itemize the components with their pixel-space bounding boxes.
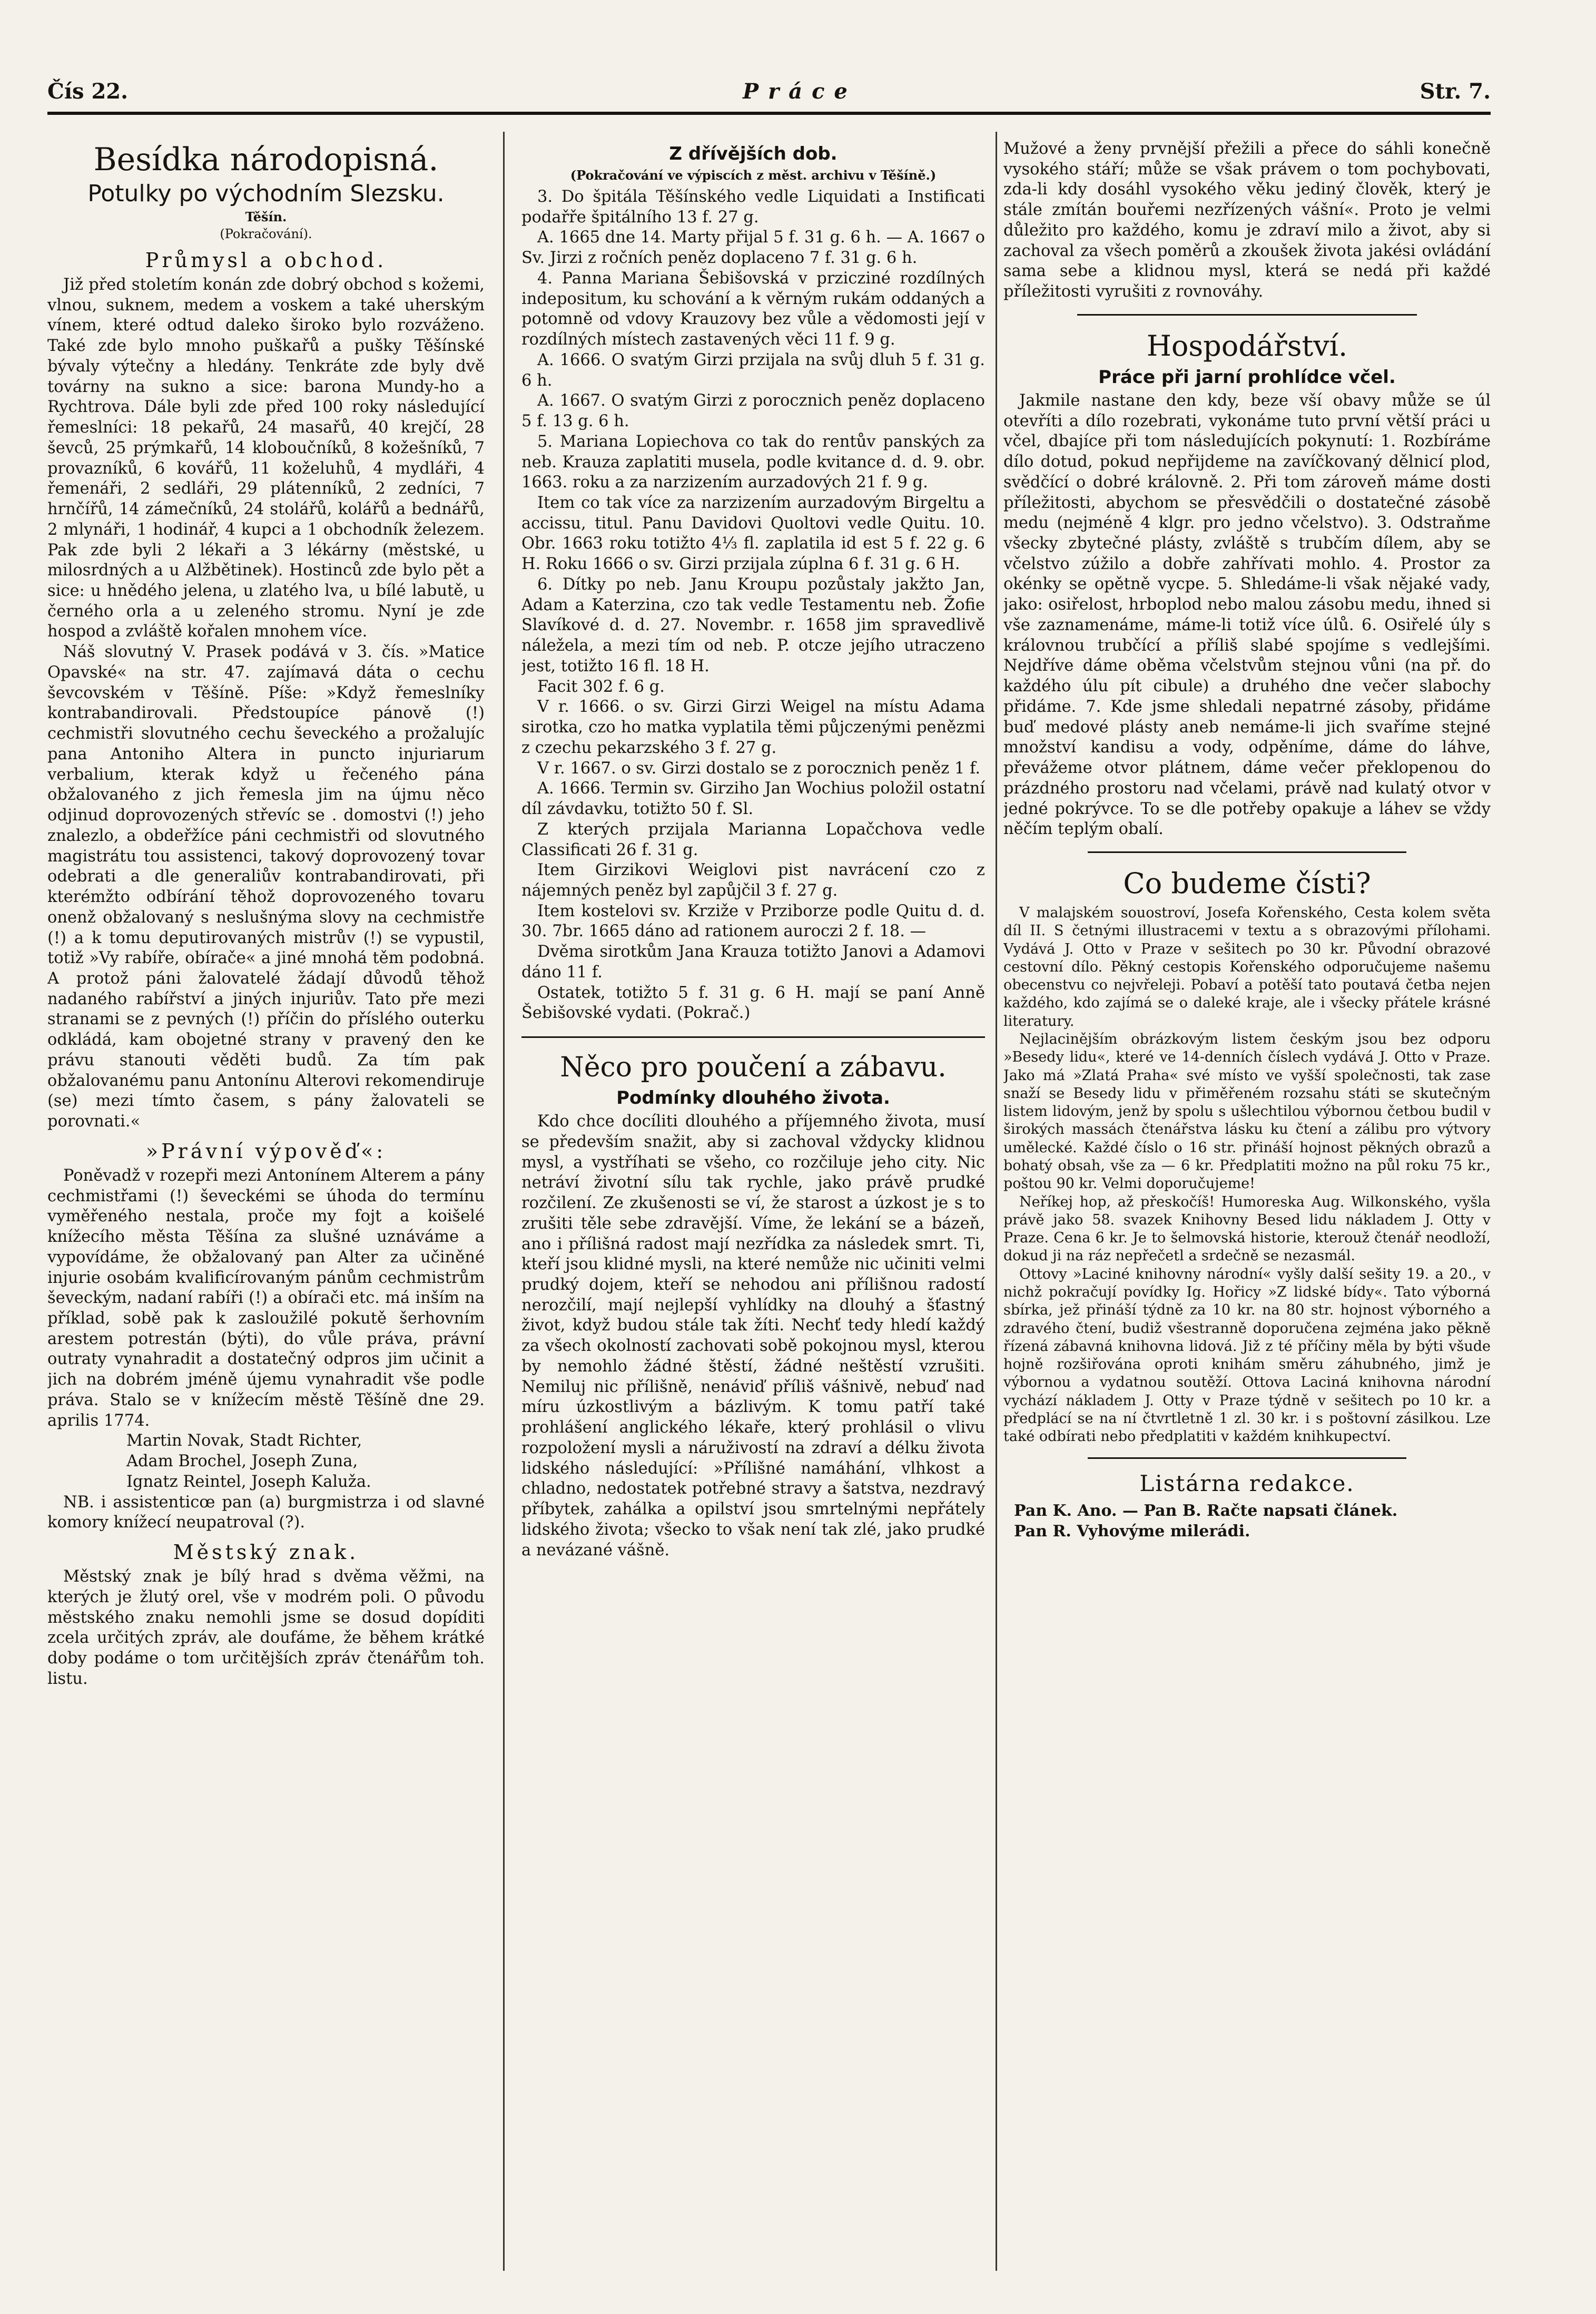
- location-label: Těšín.: [245, 209, 287, 224]
- column-left: [47, 132, 485, 2271]
- book-notices: [1003, 904, 1491, 1446]
- reply-line: Pan K. Ano. — Pan B. Račte napsati článek.: [1014, 1502, 1398, 1521]
- paragraph: A. 1667. O svatým Girzi z porocznich peněz doplaceno 5 f. 13 g. 6 h.: [521, 391, 985, 431]
- paragraph: Item Girzikovi Weiglovi pist navrácení czo z nájemných peněz byl zapůjčil 3 f. 27 g.: [521, 861, 985, 900]
- paragraph: Item kostelovi sv. Krziže v Prziborze podle Quitu d. d. 30. 7br. 1665 dáno ad rationem auroczi 2 f. 18. —: [521, 901, 985, 941]
- continued-note: (Pokračování).: [220, 227, 312, 241]
- article-title: Hospodářství.: [1146, 329, 1348, 362]
- paragraph: V r. 1667. o sv. Girzi dostalo se z porocznich peněz 1 f.: [537, 759, 981, 778]
- header-rule: [47, 112, 1491, 115]
- paragraph: 5. Mariana Lopiechova co tak do rentův panských za neb. Krauza zaplatiti musela, podle kvitance d. d. 9. obr. 1663. roku a za narzizením aurzadových 21 f. 9 g.: [521, 432, 985, 492]
- section-heading: Průmysl a obchod.: [145, 249, 387, 272]
- signer-line: Martin Novak, Stadt Richter,: [126, 1431, 362, 1450]
- paragraph: Kdo chce docíliti dlouhého a příjemného života, musí se především snažit, aby si zachoval vždycky klidnou mysl, a vystříhati se všeho, co rozčiluje jeho city. Nic netráví životní sílu tak rychle, jako právě prudké rozčilení. Ze zkušenosti se ví, že starost a úzkost je s to zrušiti těle sebe zdravější. Víme, že lekání se a bázeň, ano i přílišná radost mají nezřídka za následek smrt. Ti, kteří jsou klidné mysli, na které nemůže nic učiniti velmi prudký dojem, kteří se nehodou ani přílišnou radostí nerozčilí, mají nejlepší vyhlídky na dlouhý a šťastný život, když budou stále tak žíti. Nechť tedy hledí každý za všech okolností zachovati sobě pokojnou mysl, kterou by nemohlo žádné štěstí, žádné neštěstí vzrušiti. Nemiluj nic přílišně, nenáviď příliš vášnivě, nebuď nad míru úzkostlivým a bázlivým. K tomu patří také prohlášení anglického lékaře, který prohlásil o vlivu rozpoložení mysli a náruživostí na zdraví a délku života lidského následující: »Přílišné namáhání, vlhkost a chladno, nedostatek potřebné stravy a šatstva, nezdravý příbytek, zahálka a opilství jsou smrtelnými nepřátely lidského života; všecko to však není tak zlé, jako prudké a nevázané vášně.: [521, 1112, 985, 1560]
- section-heading: »Právní výpověď«:: [145, 1139, 387, 1163]
- paragraph: Z kterých przijala Marianna Lopačchova vedle Classificati 26 f. 31 g.: [521, 820, 985, 859]
- paragraph: A. 1666. Termin sv. Girziho Jan Wochius položil ostatní díl závdavku, totižto 50 f. Sl.: [521, 779, 985, 819]
- book-notice: V malajském souostroví, Josefa Kořenského, Cesta kolem světa díl II. S četnými illustracemi v textu a s obrazovými přílohami. Vydává J. Otto v Praze v sešitech po 30 kr. Původní obrazové cestovní dílo. Pěkný cestopis Kořenského odporučujeme našemu obecenstvu co nejvřeleji. Pobaví a potěší tato poutavá četba nejen každého, kdo zajímá se o daleké kraje, ale i všecky přátele krásné literatury.: [1003, 905, 1491, 1029]
- reply-line: Pan R. Vyhovýme milerádi.: [1014, 1522, 1250, 1541]
- section-divider: [1077, 314, 1417, 316]
- paragraph: Poněvadž v rozepři mezi Antonínem Alterem a pány cechmistřami (!) ševeckémi se úhoda do termínu vyměřeného nestala, proče my fojt a koišelé knížecího města Těšína za slušné uznáváme a vypovídáme, že obžalovaný pan Alter za učiněné injurie osobám kvalificírovaným pánům cechmistrům ševeckým, nadaní rabíři (!) a obírači etc. má inším na příklad, sobě pak k zasloužilé pokutě šerhovním arestem potrestán (býti), do vůle práva, právní outraty vynahradit a dostatečný odpros jim učinit a jich na dobrém jméně újemu vynahradit vše podle práva. Stalo se v knížecím městě Těšíně dne 29. aprilis 1774.: [47, 1166, 485, 1430]
- book-notice: Neříkej hop, až přeskočíš! Humoreska Aug. Wilkonského, vyšla právě jako 58. svazek Knihovny Besed lidu nákladem J. Otty v Praze. Cena 6 kr. Je to šelmovská historie, kterouž čtenář neodloží, dokud ji na ráz nepřečetl a srdečně se nezasmál.: [1003, 1193, 1491, 1264]
- paragraph: Dvěma sirotkům Jana Krauza totižto Janovi a Adamovi dáno 11 f.: [521, 943, 985, 982]
- article-title: Něco pro poučení a zábavu.: [560, 1052, 947, 1084]
- article-subtitle: Podmínky dlouhého života.: [616, 1087, 890, 1109]
- section-heading: Městský znak.: [173, 1541, 359, 1564]
- signer-line: Ignatz Reintel, Joseph Kaluža.: [126, 1472, 371, 1491]
- article-title: Z dřívějších dob.: [669, 143, 838, 164]
- paragraph: Městský znak je bílý hrad s dvěma věžmi, na kterých je žlutý orel, vše v modrém poli. O původu městského znaku nemohli jsme se dosud dopíditi zcela určitých zpráv, ale doufáme, že během krátké doby podáme o tom určitějších zpráv čtenářům toh. listu.: [47, 1567, 485, 1688]
- page-header: [47, 79, 1491, 111]
- continued-note: (Pokračování ve výpiscích z měst. archivu v Těšíně.): [570, 168, 937, 183]
- paragraph: Již před stoletím konán zde dobrý obchod s kožemi, vlnou, suknem, medem a voskem a také uherským vínem, které odtud daleko široko bylo rozváženo. Také zde bylo mnoho puškařů a pušky Těšínské bývaly výtečny a hledány. Tenkráte zde byly dvě továrny na sukno a sice: barona Mundy-ho a Rychtrova. Dále byli zde před 100 roky následující řemeslníci: 18 pekařů, 24 masařů, 40 krejčí, 28 ševců, 25 prýmkařů, 14 kloboučníků, 8 kožešníků, 7 provazníků, 6 kovářů, 11 koželuhů, 4 mydláři, 4 řemenáři, 2 sedláři, 29 plátenníků, 2 zedníci, 7 hrnčířů, 14 zámečníků, 24 stolářů, kolářů a bednářů, 2 mlynáři, 1 hodinář, 4 kupci a 1 obchodník železem. Pak zde byli 2 lékaři a 3 lékárny (městské, u milosrdných a u Alžbětinek). Hostinců zde bylo pět a sice: u hnědého jelena, u zlatého lva, u bílé labutě, u černého orla a u zeleného stromu. Nyní je zde hospod a zvláště kořalen mnohem více.: [47, 276, 485, 641]
- book-notice: Ottovy »Laciné knihovny národní« vyšly další sešity 19. a 20., v nichž pokračují povídky Ig. Hořicy »Z lidské bídy«. Tato výborná sbírka, jež přináší týdně za 10 kr. na 80 str. hojnost výborného a zdravého čtení, budiž všestranně doporučena zejména jako pěkně řízená zábavná knihovna lidová. Již z té příčiny měla by býti všude hojně rozšiřována oproti knihám směru záhubného, jimž je výbornou a vydatnou soutěží. Ottova Laciná knihovna národní vychází nákladem J. Otty v Praze týdně v sešitech po 10 kr. a předplácí se na ní čtvrtletně 1 zl. 30 kr. i s poštovní zásilkou. Lze také odbírati nebo předplatiti v každém knihkupectví.: [1003, 1266, 1491, 1445]
- paragraph: Mužové a ženy prvnější přežili a přece do sáhli konečně vysokého stáří; může se však právem o tom pochybovati, zda-li kdy dosáhl vysokého věku jediný člověk, který je stále zmítán bouřemi nezřízených vášní«. Proto je velmi důležito pro každého, komu je zdraví milo a život, aby si zachoval za všech poměrů a zkoušek života jakési ovládání sama sebe a klidnou mysl, která se nedá při každé příležitosti vyrušiti z rovnováhy.: [1003, 140, 1491, 301]
- section-divider: [521, 1036, 985, 1038]
- paragraph: Ostatek, totižto 5 f. 31 g. 6 H. mají se paní Anně Šebišovské vydati. (Pokrač.): [521, 983, 985, 1023]
- issue-number: Čís 22.: [47, 79, 129, 104]
- paragraph: 6. Dítky po neb. Janu Kroupu pozůstaly jakžto Jan, Adam a Katerzina, czo tak vedle Testamentu neb. Žofie Slavíkové d. d. 27. Novembr. r. 1658 jim spravedlivě náležela, a mezi tím od neb. P. otcze jejího utraczeno jest, totižto 16 fl. 18 H.: [521, 575, 985, 675]
- paragraph: 4. Panna Mariana Šebišovská v przicziné rozdílných indepositum, ku schování a k věrným rukám oddaných a potomně od vdovy Krauzovy bez vůle a vědomosti její v rozdílných místech zastavených věci 11 f. 9 g.: [521, 269, 985, 349]
- paragraph: V r. 1666. o sv. Girzi Girzi Weigel na místu Adama sirotka, czo ho matka vyplatila těmi půjczenými penězmi z czechu pekarzského 3 f. 27 g.: [521, 698, 985, 757]
- paragraph: Jakmile nastane den kdy, beze vší obavy může se úl otevříti a dílo rozebrati, vykonáme tuto první větší práci u včel, dbajíce při tom následujících pokynutí: 1. Rozbíráme dílo dotud, pokud nepřijdeme na zavíčkovaný dělnicí plod, svědčící o dobré královně. 2. Při tom zároveň máme dosti příležitosti, abychom se přesvědčili o dostatečné zásobě medu (nejméně 4 klgr. pro jedno včelstvo). 3. Odstraňme všecky zbytečné plásty, zvláště s trubčím dílem, aby se včelstvo zúžilo a dobře zahřívati mohlo. 4. Prostor za okénky se opětně vycpe. 5. Shledáme-li však nějaké vady, jako: osiřelost, hrboplod nebo malou zásobu medu, ihned si vše zaznamenáme, máme-li totiž více úlů. 6. Osiřelé úly s královnou trubčící a příliš slabé spojíme s vedlejšími. Nejdříve dáme oběma včelstvům stejnou vůni (na př. do každého úlu pít cibule) a druhého dne večer slabochy přidáme. 7. Kde jsme shledali nepatrné zásoby, přidáme buď medové plásty aneb nemáme-li jich svaříme stejné množství kandisu a vody, odpěníme, dáme do láhve, převážeme otvor plátnem, dáme večer překlopenou do prázdného prostoru nad včelami, právě nad kulatý otvor v jedné pokrývce. To se dle potřeby opakuje a láhev se vždy něčím teplým obalí.: [1003, 391, 1491, 839]
- page-number: Str. 7.: [1420, 79, 1491, 104]
- column-divider: [996, 132, 997, 2271]
- section-divider: [1088, 851, 1406, 853]
- paragraph: Facit 302 f. 6 g.: [537, 677, 665, 696]
- column-right: [1003, 132, 1491, 2271]
- paragraph: A. 1666. O svatým Girzi przijala na svůj dluh 5 f. 31 g. 6 h.: [521, 350, 985, 390]
- article-subtitle: Práce při jarní prohlídce včel.: [1098, 366, 1396, 388]
- signer-line: Adam Brochel, Joseph Zuna,: [126, 1452, 358, 1471]
- column-divider: [503, 132, 505, 2271]
- paragraph: NB. i assistenticœ pan (a) burgmistrza i od slavné komory knížecí neupatroval (?).: [47, 1493, 485, 1532]
- section-heading: Listárna redakce.: [1139, 1470, 1355, 1497]
- article-subtitle: Potulky po východním Slezsku.: [87, 180, 445, 207]
- paragraph: 3. Do špitála Těšínského vedle Liquidati a Instificati podařře špitálního 13 f. 27 g.: [521, 188, 985, 227]
- paragraph: Item co tak více za narzizením aurzadovým Birgeltu a accissu, titul. Panu Davidovi Quoltovi vedle Quitu. 10. Obr. 1663 roku totižto 4⅓ fl. zaplatila id est 5 f. 22 g. 6 H. Roku 1666 o sv. Girzi przijala zúplna 6 f. 31 g. 6 H.: [521, 494, 985, 574]
- book-notice: Nejlacinějším obrázkovým listem českým jsou bez odporu »Besedy lidu«, které ve 14-denních číslech vydává J. Otto v Praze. Jako má »Zlatá Praha« své místo ve vyšší společnosti, tak zase snaží se Besedy lidu v přiměřeném rozsahu státi se skutečným listem lidovým, jenž by spolu s ušlechtilou výbornou četbou budil v širokých massách čtenářstva lásku ku čtení a zálibu pro výtvory umělecké. Každé číslo o 16 str. přináší hojnost pěkných obrazů a bohatý obsah, vše za — 6 kr. Předplatiti možno na půl roku 75 kr., poštou 90 kr. Velmi doporučujeme!: [1003, 1031, 1491, 1192]
- article-title: Co budeme čísti?: [1123, 867, 1371, 900]
- article-title: Besídka národopisná.: [93, 141, 439, 178]
- section-divider: [1088, 1457, 1406, 1459]
- paper-name: Práce: [743, 79, 857, 104]
- paragraph: Náš slovutný V. Prasek podává v 3. čís. »Matice Opavské« na str. 47. zajímavá dáta o cechu ševcovském v Těšíně. Píše: »Když řemeslníky kontrabandirovali. Předstoupíce pánově (!) cechmistři slovutného cechu ševeckého a prožalujíc pana Antoniho Altera in puncto injuriarum verbalium, kterak když u řečeného pána obžalovaného z jich řemesla jim na újmu něco odjinud doprovozených střevíc se . domostvi (!) jeho znalezlo, a obdeřžíce páni cechmistři od slovutného magistrátu tou assistenci, takový doprovozený tovar odebrati a dle generaliův kontrabandirovati, při kterémžto odbírání těhož doprovozeného tovaru onenž obžalovaný s neslušnýma slovy na cechmistře (!) a k tomu deputirovaných mistrův (!) se vypustil, totiž »Vy rabíře, obírače« a jiné mnohá těm podobná. A protož páni žalovatelé žádají důvodů těhož nadaného rabířství a jiných injuriův. Tato pře mezi stranami se z pevných (!) příčin do příslého outerku odkládá, kam obojetné strany v pravený den ke právu stanouti věděti budů. Za tím pak obžalovanému panu Antonínu Alterovi rekomendiruje (se) mezi tímto časem, s pány žalovateli se porovnati.«: [47, 643, 485, 1131]
- paragraph: A. 1665 dne 14. Marty přijal 5 f. 31 g. 6 h. — A. 1667 o Sv. Jirzi z ročních peněz doplaceno 7 f. 31 g. 6 h.: [521, 228, 985, 268]
- column-middle: [521, 132, 985, 2271]
